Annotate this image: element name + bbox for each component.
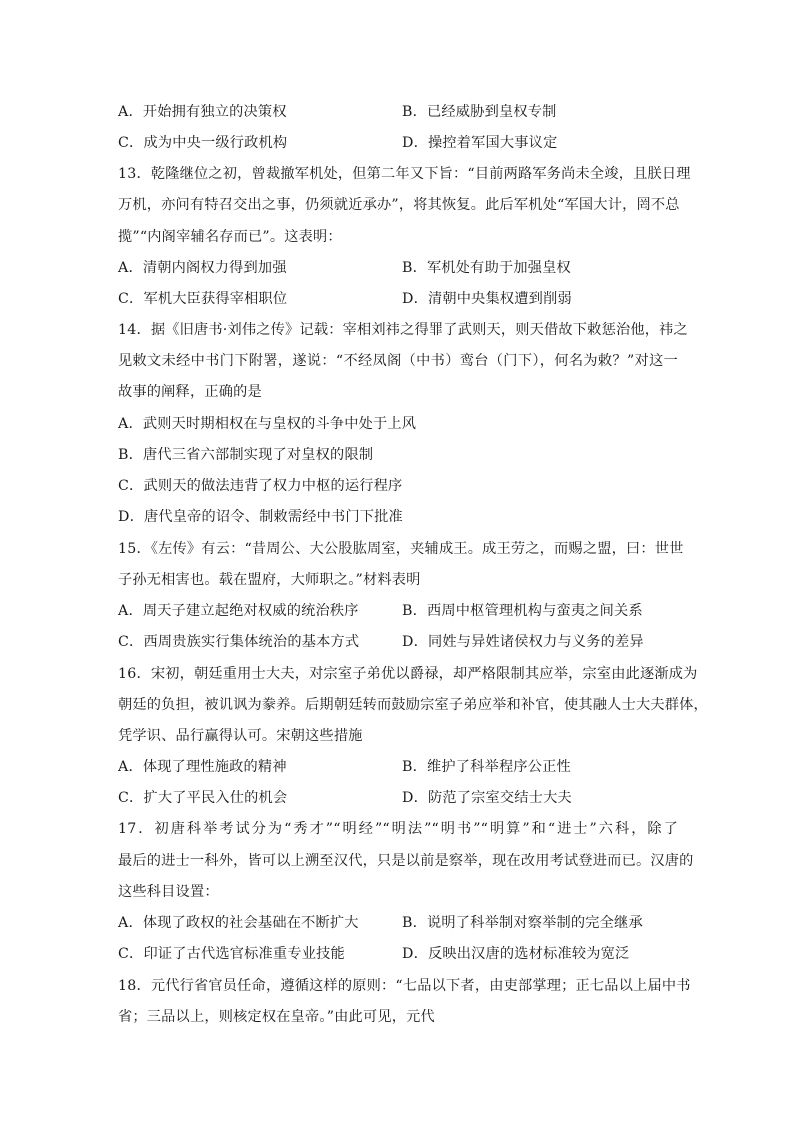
q14-option-b: B．唐代三省六部制实现了对皇权的限制 <box>118 447 374 463</box>
q17-option-b: B．说明了科举制对察举制的完全继承 <box>402 915 643 931</box>
q18-stem-line-1: 18．元代行省官员任命，遵循这样的原则：“七品以下者，由吏部掌理；正七品以上届中书 <box>118 978 691 994</box>
q14-stem-line-3: 故事的阐释，正确的是 <box>118 384 262 400</box>
q14-option-c: C．武则天的做法违背了权力中枢的运行程序 <box>118 478 403 494</box>
q15-option-d: D．同姓与异姓诸侯权力与义务的差异 <box>402 634 644 650</box>
q16-option-a: A．体现了理性施政的精神 <box>118 759 287 775</box>
q16-option-b: B．维护了科举程序公正性 <box>402 759 571 775</box>
q15-option-a: A．周天子建立起绝对权威的统治秩序 <box>118 603 359 619</box>
q15-option-b: B．西周中枢管理机构与蛮夷之间关系 <box>402 603 643 619</box>
q13-option-c: C．军机大臣获得宰相职位 <box>118 291 288 307</box>
q16-stem-line-1: 16．宋初，朝廷重用士大夫，对宗室子弟优以爵禄，却严格限制其应举，宗室由此逐渐成为 <box>118 666 698 682</box>
q12-option-d: D．操控着军国大事议定 <box>402 135 558 151</box>
q17-option-d: D．反映出汉唐的选材标准较为宽泛 <box>402 946 630 962</box>
q17-option-c: C．印证了古代选官标准重专业技能 <box>118 946 345 962</box>
q14-stem-line-2: 见敕文未经中书门下附署，遂说：“不经凤阁（中书）鸾台（门下），何名为敕？”对这一 <box>118 353 678 369</box>
q16-stem-line-3: 凭学识、品行赢得认可。宋朝这些措施 <box>118 728 363 744</box>
q15-stem-line-2: 子孙无相害也。载在盟府，大师职之。”材料表明 <box>118 572 421 588</box>
q17-stem-line-2: 最后的进士一科外，皆可以上溯至汉代，只是以前是察举，现在改用考试登进而已。汉唐的 <box>118 853 694 869</box>
q15-option-c: C．西周贵族实行集体统治的基本方式 <box>118 634 360 650</box>
q13-option-b: B．军机处有助于加强皇权 <box>402 260 571 276</box>
q13-stem-line-1: 13．乾隆继位之初，曾裁撤军机处，但第二年又下旨：“目前两路军务尚未全竣，且朕日理 <box>118 166 691 182</box>
q16-option-d: D．防范了宗室交结士大夫 <box>402 790 572 806</box>
q12-option-b: B．已经威胁到皇权专制 <box>402 104 557 120</box>
q12-option-a: A．开始拥有独立的决策权 <box>118 104 287 120</box>
q13-option-d: D．清朝中央集权遭到削弱 <box>402 291 572 307</box>
q13-stem-line-3: 揽”“内阁宰辅名存而已”。这表明： <box>118 229 342 245</box>
q14-option-a: A．武则天时期相权在与皇权的斗争中处于上风 <box>118 416 417 432</box>
q14-option-d: D．唐代皇帝的诏令、制敕需经中书门下批准 <box>118 509 403 525</box>
q18-stem-line-2: 省；三品以上，则核定权在皇帝。”由此可见，元代 <box>118 1009 435 1025</box>
q16-option-c: C．扩大了平民入仕的机会 <box>118 790 288 806</box>
q13-stem-line-2: 万机，亦问有特召交出之事，仍须就近承办”，将其恢复。此后军机处“军国大计，罔不总 <box>118 197 680 213</box>
q15-stem-line-1: 15．《左传》有云：“昔周公、大公股肱周室，夹辅成王。成王劳之，而赐之盟，曰：世世 <box>118 541 684 557</box>
q14-stem-line-1: 14．据《旧唐书·刘伟之传》记载：宰相刘祎之得罪了武则天，则天借故下敕惩治他，祎之 <box>118 322 688 338</box>
q17-option-a: A．体现了政权的社会基础在不断扩大 <box>118 915 359 931</box>
q13-option-a: A．清朝内阁权力得到加强 <box>118 260 287 276</box>
q17-stem-line-1: 17．初唐科举考试分为“秀才”“明经”“明法”“明书”“明算”和“进士”六科，除了 <box>118 821 678 837</box>
q17-stem-line-3: 这些科目设置： <box>118 884 219 900</box>
q16-stem-line-2: 朝廷的负担，被讥讽为豢养。后期朝廷转而鼓励宗室子弟应举和补官，使其融人士大夫群体， <box>118 697 708 713</box>
q12-option-c: C．成为中央一级行政机构 <box>118 135 288 151</box>
